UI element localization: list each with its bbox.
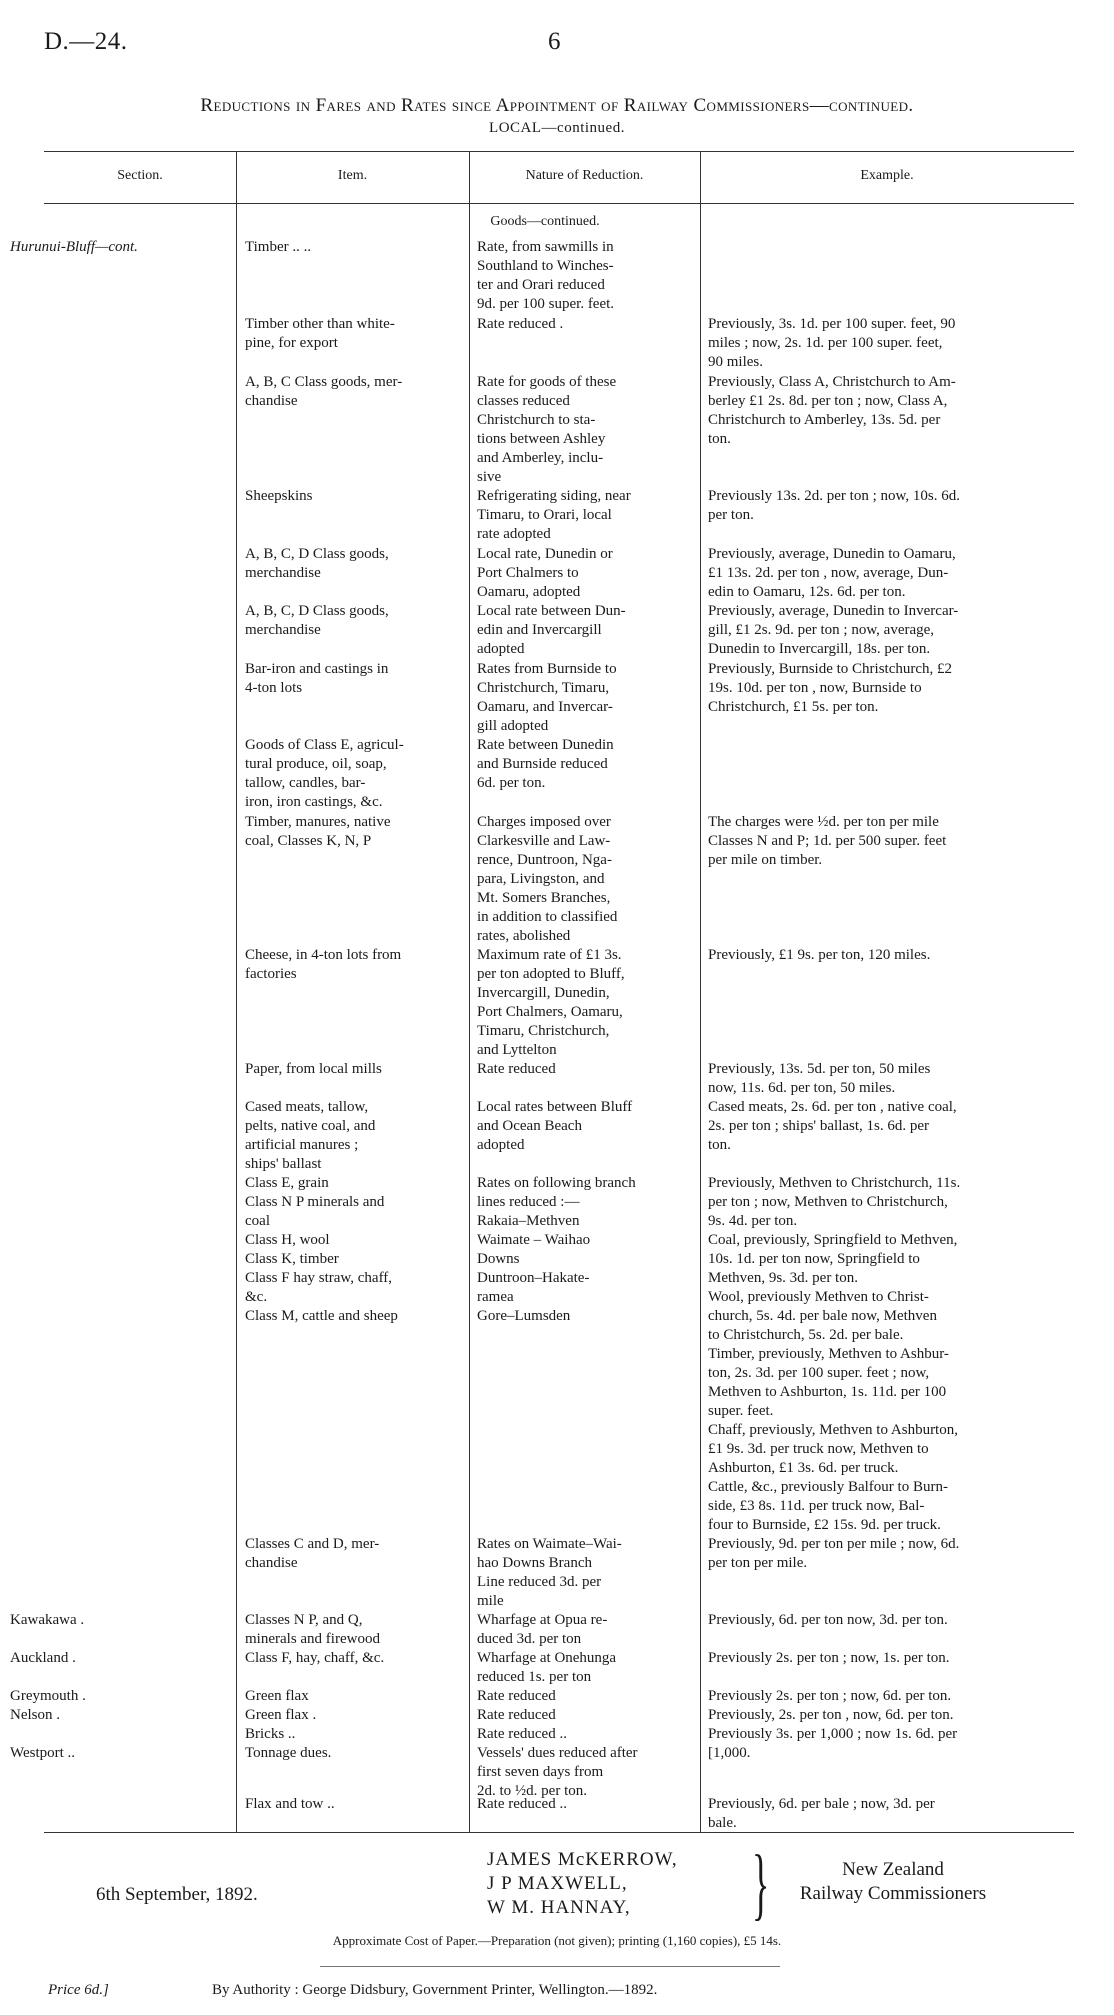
example-cell: Previously, Burnside to Christchurch, £2 19s. 10d. per ton , now, Burnside to Christchurch, £1 5s. per ton. [708, 661, 953, 715]
item-cell: Goods of Class E, agricul- tural produce, oil, soap, tallow, candles, bar- iron, iron castings, &c. [245, 737, 404, 810]
section-cell: Kawakawa . [10, 1612, 85, 1628]
example-cell: Previously, average, Dunedin to Invercar- gill, £1 2s. 9d. per ton ; now, average, Dunedin to Invercargill, 18s. per ton. [708, 603, 959, 657]
nature-cell: Rates from Burnside to Christchurch, Timaru, Oamaru, and Invercar- gill adopted [477, 661, 617, 734]
page-title: Reductions in Fares and Rates since Appointment of Railway Commissioners—continued. [200, 95, 914, 116]
page-number: 6 [548, 28, 561, 55]
example-cell: Previously, 6d. per ton now, 3d. per ton. [708, 1612, 948, 1628]
commissioners-title: New Zealand Railway Commissioners [799, 1859, 987, 1904]
example-cell: Previously, £1 9s. per ton, 120 miles. [708, 947, 931, 963]
column-header-nature: Nature of Reduction. [525, 168, 644, 183]
example-cell: The charges were ½d. per ton per mile Classes N and P; 1d. per 500 super. feet per mile on timber. [708, 814, 947, 868]
column-divider [469, 151, 470, 1832]
item-cell: Timber, manures, native coal, Classes K, N, P [245, 814, 391, 849]
nature-cell: Rates on following branch lines reduced :— Rakaia–Methven Waimate – Waihao Downs Duntroon–Hakate- ramea Gore–Lumsden [477, 1175, 636, 1324]
nature-cell: Rate, from sawmills in Southland to Winches- ter and Orari reduced 9d. per 100 super. feet. [477, 239, 615, 312]
page-subtitle: LOCAL—continued. [489, 120, 625, 136]
section-cell: Greymouth . Nelson . [10, 1688, 86, 1723]
example-cell: Previously 13s. 2d. per ton ; now, 10s. 6d. per ton. [708, 488, 960, 523]
item-cell: Classes C and D, mer- chandise [245, 1536, 380, 1571]
signature-date: 6th September, 1892. [96, 1884, 258, 1905]
item-cell: Timber other than white- pine, for export [245, 316, 395, 351]
item-cell: A, B, C Class goods, mer- chandise [245, 374, 403, 409]
example-cell: Previously, 6d. per bale ; now, 3d. per bale. [708, 1796, 935, 1831]
item-cell: Tonnage dues. [245, 1745, 332, 1761]
nature-cell: Rate for goods of these classes reduced Christchurch to sta- tions between Ashley and Amberley, inclu- sive [477, 374, 617, 485]
nature-cell: Rate reduced Rate reduced Rate reduced .. [477, 1688, 567, 1742]
table-header-rule [44, 203, 1074, 204]
nature-cell: Rate reduced .. [477, 1796, 567, 1812]
item-cell: Cased meats, tallow, pelts, native coal, and artificial manures ; ships' ballast [245, 1099, 376, 1172]
section-cell: Hurunui-Bluff—cont. [10, 239, 138, 255]
nature-cell: Charges imposed over Clarkesville and Law- rence, Duntroon, Nga- para, Livingston, and Mt. Somers Branches, in addition to classified rates, abolished [477, 814, 618, 944]
item-cell: Green flax Green flax . Bricks .. [245, 1688, 317, 1742]
column-header-item: Item. [337, 168, 368, 183]
item-cell: Flax and tow .. [245, 1796, 335, 1812]
printer-authority: By Authority : George Didsbury, Government Printer, Wellington.—1892. [212, 1982, 658, 1998]
nature-cell: Rate reduced . [477, 316, 564, 332]
column-header-section: Section. [117, 168, 163, 183]
nature-cell: Local rate between Dun- edin and Invercargill adopted [477, 603, 626, 657]
nature-cell: Local rates between Bluff and Ocean Beach adopted [477, 1099, 633, 1153]
column-header-example: Example. [860, 168, 914, 183]
example-cell: Previously, 9d. per ton per mile ; now, 6d. per ton per mile. [708, 1536, 960, 1571]
nature-cell: Wharfage at Opua re- duced 3d. per ton [477, 1612, 608, 1647]
footer-rule [320, 1966, 780, 1967]
section-cell: Westport .. [10, 1745, 76, 1761]
cost-note: Approximate Cost of Paper.—Preparation (not given); printing (1,160 copies), £5 14s. [332, 1933, 782, 1948]
example-cell: Previously, average, Dunedin to Oamaru, £1 13s. 2d. per ton , now, average, Dun- edin to Oamaru, 12s. 6d. per ton. [708, 546, 956, 600]
example-cell: Previously, 3s. 1d. per 100 super. feet, 90 miles ; now, 2s. 1d. per 100 super. feet, 90 miles. [708, 316, 956, 370]
item-cell: Paper, from local mills [245, 1061, 382, 1077]
item-cell: Classes N P, and Q, minerals and firewood [245, 1612, 380, 1647]
nature-cell: Maximum rate of £1 3s. per ton adopted to Bluff, Invercargill, Dunedin, Port Chalmers, Oamaru, Timaru, Christchurch, and Lyttelton [477, 947, 625, 1058]
item-cell: Timber .. .. [245, 239, 312, 255]
item-cell: A, B, C, D Class goods, merchandise [245, 546, 389, 581]
nature-cell: Rate between Dunedin and Burnside reduced 6d. per ton. [477, 737, 614, 791]
item-cell: Bar-iron and castings in 4-ton lots [245, 661, 389, 696]
column-divider [700, 151, 701, 1832]
nature-cell: Local rate, Dunedin or Port Chalmers to Oamaru, adopted [477, 546, 613, 600]
example-cell: Previously, 13s. 5d. per ton, 50 miles now, 11s. 6d. per ton, 50 miles. [708, 1061, 931, 1096]
example-cell: Previously, Methven to Christchurch, 11s. per ton ; now, Methven to Christchurch, 9s. 4d. per ton. Coal, previously, Springfield to Methven, 10s. 1d. per ton now, Springfield to Methven, 9s. 3d. per ton. Wool, previously Methven to Christ- church, 5s. 4d. per bale now, Methven to Christchurch, 5s. 2d. per bale. Timber, previously, Methven to Ashbur- ton, 2s. 3d. per 100 super. feet ; now, Methven to Ashburton, 1s. 11d. per 100 super. feet. Chaff, previously, Methven to Ashburton, £1 9s. 3d. per truck now, Methven to Ashburton, £1 3s. 6d. per truck. Cattle, &c., previously Balfour to Burn- side, £3 8s. 11d. per truck now, Bal- four to Burnside, £2 15s. 9d. per truck. [708, 1175, 961, 1533]
item-cell: Class F, hay, chaff, &c. [245, 1650, 385, 1666]
nature-cell: Refrigerating siding, near Timaru, to Orari, local rate adopted [477, 488, 631, 542]
section-cell: Auckland . [10, 1650, 76, 1666]
price: Price 6d.] [48, 1982, 109, 1998]
nature-cell: Wharfage at Onehunga reduced 1s. per ton [477, 1650, 617, 1685]
item-cell: Cheese, in 4-ton lots from factories [245, 947, 402, 982]
signatory-names: JAMES McKERROW, J P MAXWELL, W M. HANNAY, [487, 1849, 678, 1918]
signature-brace: } [752, 1840, 770, 1928]
example-cell: Previously 2s. per ton ; now, 6d. per ton. Previously, 2s. per ton , now, 6d. per ton. Previously 3s. per 1,000 ; now 1s. 6d. per [1,000. [708, 1688, 958, 1761]
example-cell: Previously, Class A, Christchurch to Am- berley £1 2s. 8d. per ton ; now, Class A, Christchurch to Amberley, 13s. 5d. per ton. [708, 374, 956, 447]
nature-cell: Vessels' dues reduced after first seven days from 2d. to ½d. per ton. [477, 1745, 638, 1799]
example-cell: Previously 2s. per ton ; now, 1s. per ton. [708, 1650, 950, 1666]
document-reference: D.—24. [44, 28, 128, 55]
item-cell: Sheepskins [245, 488, 313, 504]
nature-cell: Rates on Waimate–Wai- hao Downs Branch Line reduced 3d. per mile [477, 1536, 622, 1609]
item-cell: Class E, grain Class N P minerals and coal Class H, wool Class K, timber Class F hay straw, chaff, &c. Class M, cattle and sheep [245, 1175, 398, 1324]
column-divider [236, 151, 237, 1832]
group-label: Goods—continued. [490, 214, 600, 229]
item-cell: A, B, C, D Class goods, merchandise [245, 603, 389, 638]
nature-cell: Rate reduced [477, 1061, 556, 1077]
table-top-rule [44, 151, 1074, 152]
example-cell: Cased meats, 2s. 6d. per ton , native coal, 2s. per ton ; ships' ballast, 1s. 6d. per ton. [708, 1099, 957, 1153]
